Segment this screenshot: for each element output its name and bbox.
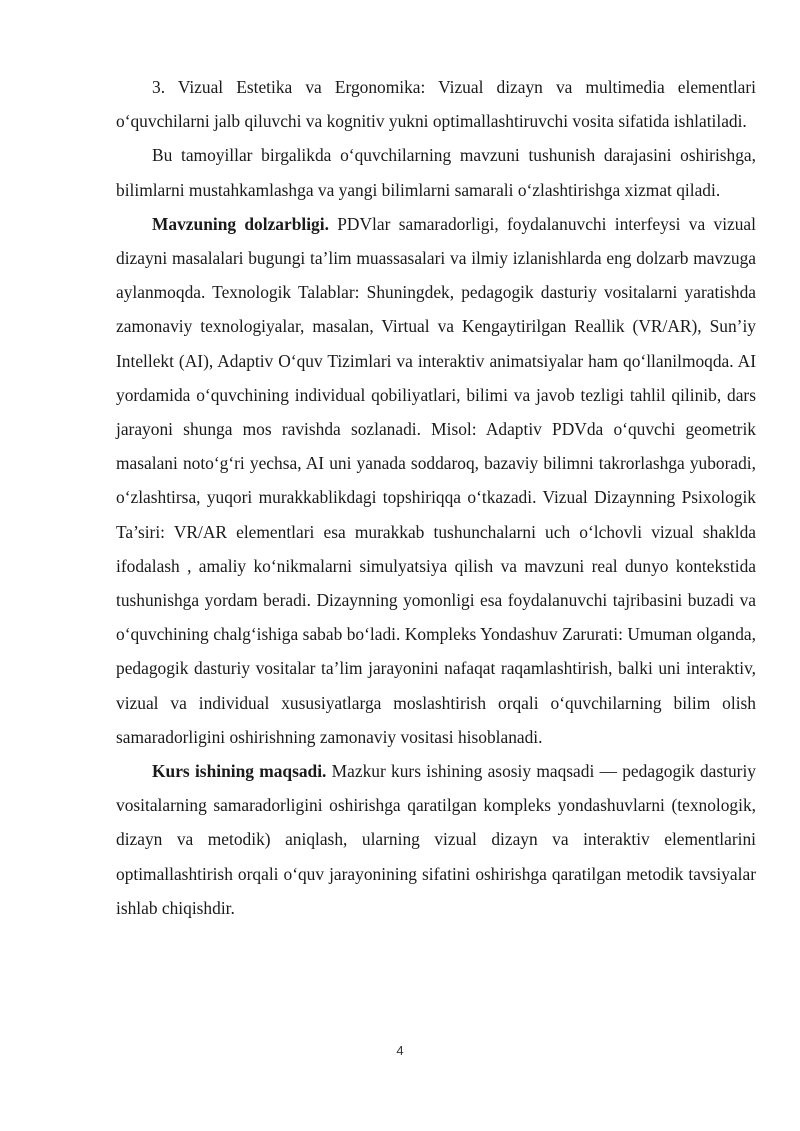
- document-page: [116, 70, 756, 925]
- paragraph-kurs-ishining-maqsadi: [116, 754, 756, 925]
- paragraph-text: 3. Vizual Estetika va Ergonomika: Vizual dizayn va multimedia elementlari o‘quvchilarni jalb qiluvchi va kognitiv yukni optimallashtiruvchi vosita sifatida ishlatiladi.: [116, 77, 756, 132]
- paragraph-mavzuning-dolzarbligi: [116, 207, 756, 754]
- paragraph-text: Mazkur kurs ishining asosiy maqsadi — pedagogik dasturiy vositalarning samaradorligini oshirishga qaratilgan kompleks yondashuvlarni (texnologik, dizayn va metodik) aniqlash, ularning vizual dizayn va interaktiv elementlarini optimallashtirish orqali o‘quv jarayonining sifatini oshirishga qaratilgan metodik tavsiyalar ishlab chiqishdir.: [116, 761, 756, 918]
- paragraph-tamoyillar: [116, 138, 756, 206]
- paragraph-heading: Mavzuning dolzarbligi.: [152, 213, 329, 234]
- paragraph-text: Bu tamoyillar birgalikda o‘quvchilarning mavzuni tushunish darajasini oshirishga, bilimlarni mustahkamlashga va yangi bilimlarni samarali o‘zlashtirishga xizmat qiladi.: [116, 145, 756, 200]
- page-number: 4: [396, 1043, 404, 1058]
- paragraph-text: PDVlar samaradorligi, foydalanuvchi interfeysi va vizual dizayni masalalari bugungi ta’lim muassasalari va ilmiy izlanishlarda eng dolzarb mavzuga aylanmoqda. Texnologik Talablar: Shuningdek, pedagogik dasturiy vositalarni yaratishda zamonaviy texnologiyalar, masalan, Virtual va Kengaytirilgan Reallik (VR/AR), Sun’iy Intellekt (AI), Adaptiv O‘quv Tizimlari va interaktiv animatsiyalar ham qo‘llanilmoqda. AI yordamida o‘quvchining individual qobiliyatlari, bilimi va javob tezligi tahlil qilinib, dars jarayoni shunga mos ravishda sozlanadi. Misol: Adaptiv PDVda o‘quvchi geometrik masalani noto‘g‘ri yechsa, AI uni yanada soddaroq, bazaviy bilimni takrorlashga yuboradi, o‘zlashtirsa, yuqori murakkablikdagi topshiriqqa o‘tkazadi. Vizual Dizaynning Psixologik Ta’siri: VR/AR elementlari esa murakkab tushunchalarni uch o‘lchovli vizual shaklda ifodalash , amaliy ko‘nikmalarni simulyatsiya qilish va mavzuni real dunyo kontekstida tushunishga yordam beradi. Dizaynning yomonligi esa foydalanuvchi tajribasini buzadi va o‘quvchining chalg‘ishiga sabab bo‘ladi. Kompleks Yondashuv Zarurati: Umuman olganda, pedagogik dasturiy vositalar ta’lim jarayonini nafaqat raqamlashtirish, balki uni interaktiv, vizual va individual xususiyatlarga moslashtirish orqali o‘quvchilarning bilim olish samaradorligini oshirishning zamonaviy vositasi hisoblanadi.: [116, 213, 756, 747]
- paragraph-vizual-estetika: [116, 70, 756, 138]
- paragraph-heading: Kurs ishining maqsadi.: [152, 761, 327, 782]
